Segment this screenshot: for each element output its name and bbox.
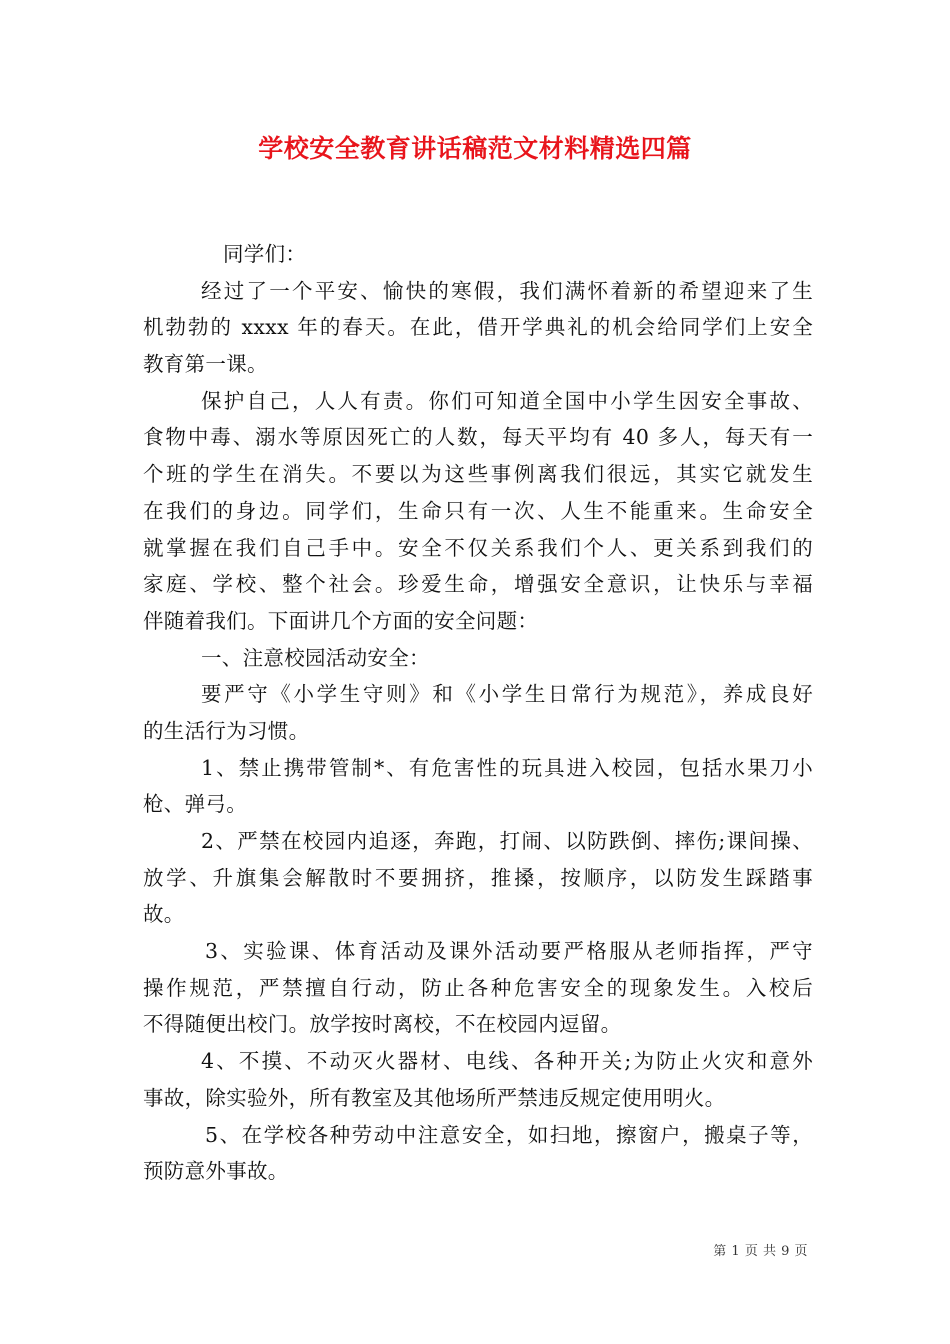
paragraph-line: 食物中毒、溺水等原因死亡的人数，每天平均有 40 多人，每天有一 <box>143 425 813 450</box>
paragraph-line: 机勃勃的 xxxx 年的春天。在此，借开学典礼的机会给同学们上安全 <box>143 315 813 340</box>
list-item-line: 1、禁止携带管制*、有危害性的玩具进入校园，包括水果刀小 <box>201 755 813 780</box>
list-item-line: 5、在学校各种劳动中注意安全，如扫地，擦窗户，搬桌子等， <box>205 1122 813 1147</box>
section-heading: 一、注意校园活动安全： <box>201 645 430 670</box>
paragraph-line: 要严守《小学生守则》和《小学生日常行为规范》，养成良好 <box>201 682 813 707</box>
paragraph-line: 的生活行为习惯。 <box>143 718 310 743</box>
list-item-line: 3、实验课、体育活动及课外活动要严格服从老师指挥，严守 <box>205 939 813 964</box>
list-item-line: 2、严禁在校园内追逐，奔跑，打闹、以防跌倒、摔伤;课间操、 <box>201 829 813 853</box>
paragraph-line: 伴随着我们。下面讲几个方面的安全问题： <box>143 608 539 633</box>
paragraph-line: 就掌握在我们自己手中。安全不仅关系我们个人、更关系到我们的 <box>143 535 813 560</box>
list-item-line: 放学、升旗集会解散时不要拥挤，推搡，按顺序，以防发生踩踏事 <box>143 865 813 890</box>
paragraph-line: 保护自己，人人有责。你们可知道全国中小学生因安全事故、 <box>201 388 813 413</box>
list-item-line: 不得随便出校门。放学按时离校，不在校园内逗留。 <box>143 1012 622 1037</box>
paragraph-line: 家庭、学校、整个社会。珍爱生命，增强安全意识，让快乐与幸福 <box>143 572 813 597</box>
list-item-line: 操作规范，严禁擅自行动，防止各种危害安全的现象发生。入校后 <box>143 975 813 1000</box>
page-number-indicator: 第 1 页 共 9 页 <box>713 1244 808 1259</box>
list-item-line: 4、不摸、不动灭火器材、电线、各种开关;为防止火灾和意外 <box>201 1049 813 1074</box>
paragraph-line: 在我们的身边。同学们，生命只有一次、人生不能重来。生命安全 <box>143 498 813 523</box>
document-title: 学校安全教育讲话稿范文材料精选四篇 <box>258 134 692 163</box>
list-item-line: 事故，除实验外，所有教室及其他场所严禁违反规定使用明火。 <box>143 1085 726 1110</box>
document-body <box>143 236 813 1190</box>
paragraph-line: 经过了一个平安、愉快的寒假，我们满怀着新的希望迎来了生 <box>201 278 813 303</box>
list-item-line: 故。 <box>143 902 185 927</box>
paragraph-line: 个班的学生在消失。不要以为这些事例离我们很远，其实它就发生 <box>143 462 813 487</box>
list-item-line: 预防意外事故。 <box>143 1159 289 1184</box>
list-item-line: 枪、弹弓。 <box>143 792 247 817</box>
greeting-line: 同学们： <box>223 242 307 266</box>
paragraph-line: 教育第一课。 <box>143 352 268 377</box>
